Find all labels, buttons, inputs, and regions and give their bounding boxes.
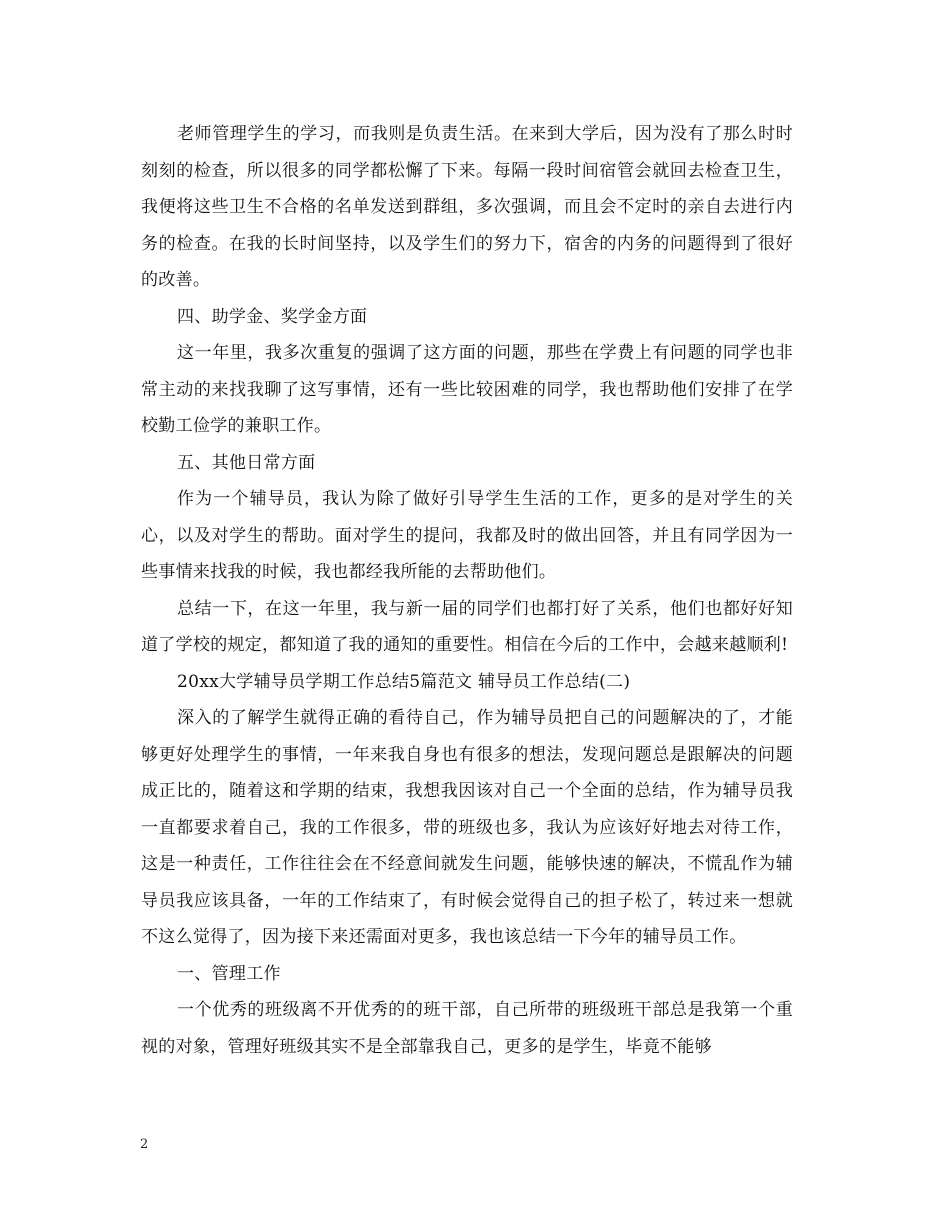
section-heading-scholarship: 四、助学金、奖学金方面 [177, 306, 368, 327]
paragraph-daily-affairs: 作为一个辅导员，我认为除了做好引导学生生活的工作，更多的是对学生的关心，以及对学生的帮助。面对学生的提问，我都及时的做出回答，并且有同学因为一些事情来找我的时候，我也都经我所能的去帮助他们。 [141, 489, 793, 582]
section-heading-management: 一、管理工作 [177, 963, 281, 984]
page-number: 2 [140, 1137, 149, 1152]
paragraph-summary: 总结一下，在这一年里，我与新一届的同学们也都打好了关系，他们也都好好知道了学校的规定，都知道了我的通知的重要性。相信在今后的工作中，会越来越顺利! [141, 598, 793, 655]
paragraph-dormitory-management: 老师管理学生的学习，而我则是负责生活。在来到大学后，因为没有了那么时时刻刻的检查，所以很多的同学都松懈了下来。每隔一段时间宿管会就回去检查卫生，我便将这些卫生不合格的名单发送到群组，多次强调，而且会不定时的亲自去进行内务的检查。在我的长时间坚持，以及学生们的努力下，宿舍的内务的问题得到了很好的改善。 [141, 124, 793, 290]
article-title: 20xx大学辅导员学期工作总结5篇范文 辅导员工作总结(二) [177, 671, 631, 692]
section-heading-daily-affairs: 五、其他日常方面 [177, 452, 316, 473]
paragraph-scholarship: 这一年里，我多次重复的强调了这方面的问题，那些在学费上有问题的同学也非常主动的来找我聊了这写事情，还有一些比较困难的同学，我也帮助他们安排了在学校勤工俭学的兼职工作。 [141, 343, 793, 436]
paragraph-introduction: 深入的了解学生就得正确的看待自己，作为辅导员把自己的问题解决的了，才能够更好处理学生的事情，一年来我自身也有很多的想法，发现问题总是跟解决的问题成正比的，随着这和学期的结束，我想我因该对自己一个全面的总结，作为辅导员我一直都要求着自己，我的工作很多，带的班级也多，我认为应该好好地去对待工作，这是一种责任，工作往往会在不经意间就发生问题，能够快速的解决，不慌乱作为辅导员我应该具备，一年的工作结束了，有时候会觉得自己的担子松了，转过来一想就不这么觉得了，因为接下来还需面对更多，我也该总结一下今年的辅导员工作。 [141, 708, 793, 947]
paragraph-class-cadres: 一个优秀的班级离不开优秀的的班干部，自己所带的班级班干部总是我第一个重视的对象，管理好班级其实不是全部靠我自己，更多的是学生，毕竟不能够 [141, 1000, 793, 1057]
document-body [141, 116, 793, 1065]
